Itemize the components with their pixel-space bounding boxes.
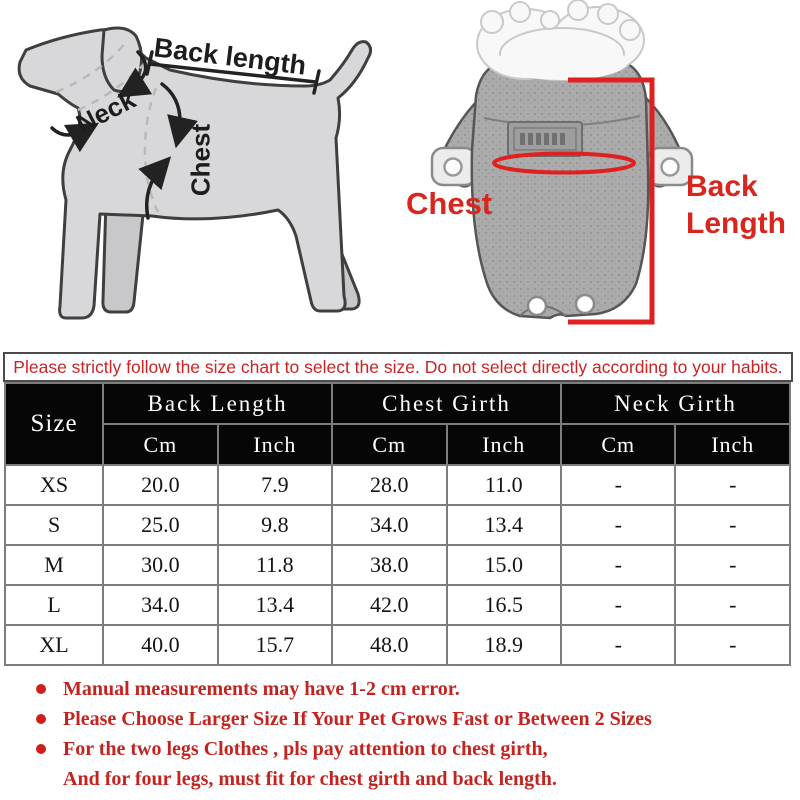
value-cell: 34.0 — [332, 505, 446, 545]
value-cell: 11.0 — [447, 465, 561, 505]
bullet-dot-icon — [36, 714, 46, 724]
col-header-size: Size — [5, 383, 103, 465]
snap-button-right — [576, 295, 594, 313]
value-cell: - — [675, 585, 790, 625]
note-text: Manual measurements may have 1-2 cm error. — [63, 678, 460, 700]
dog-back-length-label: Back length — [152, 32, 308, 81]
col-group-neck-girth: Neck Girth — [561, 383, 790, 424]
value-cell: 9.8 — [218, 505, 332, 545]
snap-button-left — [528, 297, 546, 315]
notes-list — [36, 674, 776, 794]
note-item-continuation — [36, 764, 776, 794]
unit-header-cm-1: Cm — [103, 424, 217, 465]
size-cell: S — [5, 505, 103, 545]
value-cell: 25.0 — [103, 505, 217, 545]
value-cell: 16.5 — [447, 585, 561, 625]
fur-collar — [477, 0, 644, 80]
bullet-dot-icon — [36, 684, 46, 694]
value-cell: 40.0 — [103, 625, 217, 665]
note-text: For the two legs Clothes , pls pay attention to chest girth, — [63, 738, 548, 760]
value-cell: 13.4 — [218, 585, 332, 625]
col-group-chest-girth: Chest Girth — [332, 383, 561, 424]
unit-header-cm-2: Cm — [332, 424, 446, 465]
value-cell: - — [675, 505, 790, 545]
value-cell: 48.0 — [332, 625, 446, 665]
value-cell: 13.4 — [447, 505, 561, 545]
size-table — [4, 382, 791, 666]
note-item — [36, 734, 776, 764]
size-cell: M — [5, 545, 103, 585]
value-cell: - — [675, 465, 790, 505]
value-cell: 18.9 — [447, 625, 561, 665]
size-cell: XL — [5, 625, 103, 665]
value-cell: - — [561, 625, 675, 665]
value-cell: 7.9 — [218, 465, 332, 505]
unit-header-inch-2: Inch — [447, 424, 561, 465]
value-cell: 34.0 — [103, 585, 217, 625]
size-warning-banner: Please strictly follow the size chart to select the size. Do not select directly according to your habits. — [3, 352, 793, 382]
jacket-back-length-line1: Back — [686, 170, 758, 203]
value-cell: 11.8 — [218, 545, 332, 585]
table-row — [5, 505, 790, 545]
bullet-dot-icon — [36, 744, 46, 754]
value-cell: - — [561, 545, 675, 585]
value-cell: - — [561, 465, 675, 505]
size-cell: L — [5, 585, 103, 625]
value-cell: 42.0 — [332, 585, 446, 625]
jacket-body — [472, 60, 648, 318]
cuff-button-left — [445, 159, 462, 176]
unit-header-inch-3: Inch — [675, 424, 790, 465]
table-row — [5, 545, 790, 585]
value-cell: 38.0 — [332, 545, 446, 585]
table-row — [5, 465, 790, 505]
value-cell: 15.0 — [447, 545, 561, 585]
jacket-back-patch — [508, 122, 582, 156]
value-cell: 30.0 — [103, 545, 217, 585]
table-row — [5, 585, 790, 625]
value-cell: 15.7 — [218, 625, 332, 665]
value-cell: 20.0 — [103, 465, 217, 505]
note-text: And for four legs, must fit for chest girth and back length. — [63, 768, 557, 790]
note-item — [36, 704, 776, 734]
value-cell: 28.0 — [332, 465, 446, 505]
table-row — [5, 625, 790, 665]
unit-header-cm-3: Cm — [561, 424, 675, 465]
note-item — [36, 674, 776, 704]
dog-chest-label: Chest — [185, 123, 216, 197]
col-group-back-length: Back Length — [103, 383, 332, 424]
size-cell: XS — [5, 465, 103, 505]
note-text: Please Choose Larger Size If Your Pet Grows Fast or Between 2 Sizes — [63, 708, 652, 730]
dog-neck-label: Neck — [71, 84, 141, 140]
jacket-back-length-line2: Length — [686, 207, 786, 240]
value-cell: - — [675, 545, 790, 585]
value-cell: - — [561, 585, 675, 625]
value-cell: - — [561, 505, 675, 545]
unit-header-inch-1: Inch — [218, 424, 332, 465]
cuff-button-right — [662, 159, 679, 176]
jacket-chest-label: Chest — [406, 186, 493, 221]
jacket-back-length-label — [686, 168, 786, 242]
value-cell: - — [675, 625, 790, 665]
